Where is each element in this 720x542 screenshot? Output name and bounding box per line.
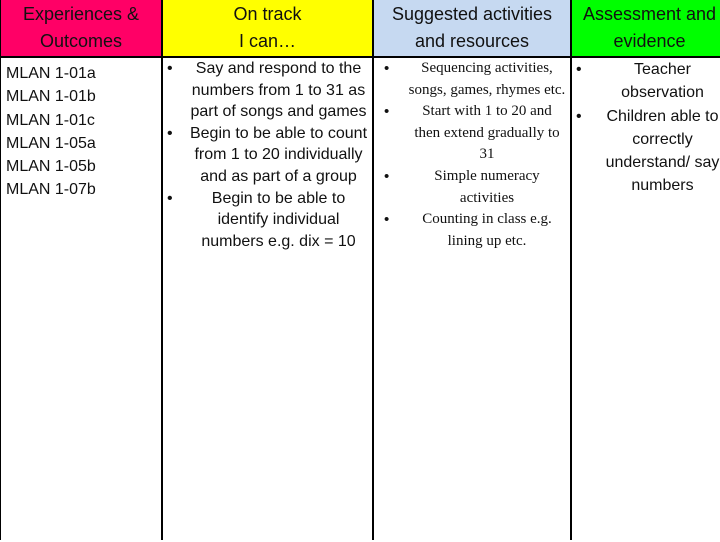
header-line: On track	[233, 4, 302, 24]
bullet: •	[384, 60, 390, 77]
list-item-text: Begin to be able to count from 1 to 20 individually and as part of a group	[189, 124, 368, 185]
assessment-list	[572, 58, 720, 198]
bullet: •	[167, 124, 173, 142]
list-item	[374, 58, 570, 101]
header-suggested-activities	[374, 0, 570, 56]
outcome-code: MLAN 1-07b	[6, 181, 96, 199]
list-item-text: Children able to correctly understand/ say numbers	[605, 107, 720, 195]
list-item	[163, 188, 372, 253]
header-line: evidence	[613, 31, 686, 51]
header-assessment-evidence	[572, 0, 720, 56]
list-item	[572, 105, 720, 198]
outcome-code: MLAN 1-01a	[6, 65, 96, 82]
list-item	[163, 123, 372, 188]
activities-cell	[374, 58, 570, 542]
bullet: •	[576, 107, 582, 125]
header-on-track	[163, 0, 372, 56]
bullet: •	[384, 167, 390, 185]
list-item	[374, 209, 570, 252]
list-item	[374, 166, 570, 209]
list-item-text: Teacher observation	[621, 61, 704, 102]
header-experiences-outcomes	[1, 0, 161, 56]
on-track-cell	[163, 58, 372, 542]
bullet: •	[167, 60, 173, 77]
header-line: I can…	[238, 31, 297, 51]
outcome-code: MLAN 1-05b	[6, 158, 96, 176]
bullet: •	[167, 189, 173, 207]
outcome-code: MLAN 1-01b	[6, 88, 96, 106]
header-line: Suggested activities	[391, 4, 553, 24]
list-item	[163, 58, 372, 123]
bullet: •	[384, 103, 390, 121]
list-item-text: Say and respond to the numbers from 1 to 31 as part of songs and games	[190, 60, 367, 121]
header-line: Assessment and	[582, 4, 717, 24]
bullet: •	[576, 61, 582, 78]
list-item-text: Start with 1 to 20 and then extend gradually to 31	[414, 103, 560, 163]
activities-list	[374, 58, 570, 252]
list-item-text: Begin to be able to identify individual numbers e.g. dix = 10	[201, 189, 356, 250]
list-item-text: Counting in class e.g. lining up etc.	[422, 211, 552, 249]
header-line: Outcomes	[39, 31, 123, 51]
outcome-code: MLAN 1-01c	[6, 111, 95, 129]
outcome-code: MLAN 1-05a	[6, 134, 96, 152]
list-item-text: Sequencing activities, songs, games, rhymes etc.	[408, 60, 566, 98]
assessment-cell	[572, 58, 720, 542]
list-item	[572, 58, 720, 105]
header-line: and resources	[414, 31, 530, 51]
bullet: •	[384, 211, 390, 229]
on-track-list	[163, 58, 372, 252]
header-line: Experiences &	[22, 4, 140, 24]
list-item-text: Simple numeracy activities	[434, 167, 540, 206]
outcomes-cell	[1, 58, 161, 542]
list-item	[374, 101, 570, 166]
